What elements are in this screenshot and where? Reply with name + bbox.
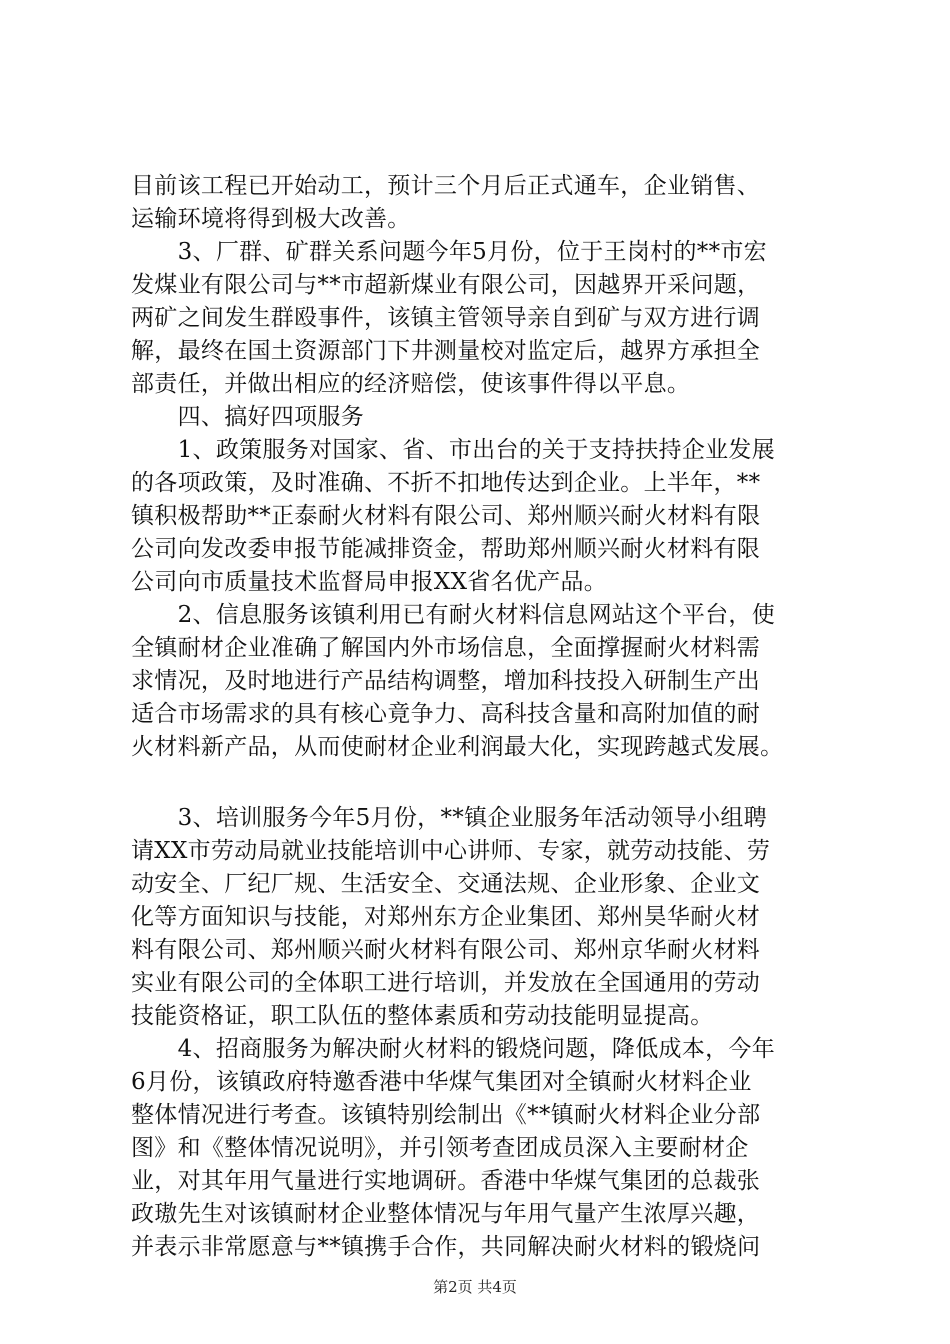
text-line: 镇积极帮助**正泰耐火材料有限公司、郑州顺兴耐火材料有限: [131, 503, 761, 529]
text-line: 3、培训服务今年5月份，**镇企业服务年活动领导小组聘: [131, 805, 767, 831]
text-line: 图》和《整体情况说明》，并引领考查团成员深入主要耐材企: [131, 1135, 749, 1161]
text-line: 技能资格证，职工队伍的整体素质和劳动技能明显提高。: [131, 1003, 714, 1029]
text-line: 请XX市劳动局就业技能培训中心讲师、专家，就劳动技能、劳: [131, 838, 771, 864]
text-line: 实业有限公司的全体职工进行培训，并发放在全国通用的劳动: [131, 970, 761, 996]
text-line: 的各项政策，及时准确、不折不扣地传达到企业。上半年，**: [131, 470, 761, 496]
text-line: 6月份，该镇政府特邀香港中华煤气集团对全镇耐火材料企业: [131, 1069, 752, 1095]
text-line: 化等方面知识与技能，对郑州东方企业集团、郑州昊华耐火材: [131, 904, 761, 930]
text-line: 3、厂群、矿群关系问题今年5月份，位于王岗村的**市宏: [131, 239, 767, 265]
text-line: 动安全、厂纪厂规、生活安全、交通法规、企业形象、企业文: [131, 871, 761, 897]
text-line: 政璈先生对该镇耐材企业整体情况与年用气量产生浓厚兴趣，: [131, 1201, 761, 1227]
text-line: 全镇耐材企业准确了解国内外市场信息，全面撑握耐火材料需: [131, 635, 761, 661]
text-line: 整体情况进行考查。该镇特别绘制出《**镇耐火材料企业分部: [131, 1102, 761, 1128]
text-line: 适合市场需求的具有核心竟争力、高科技含量和高附加值的耐: [131, 701, 761, 727]
text-line: 业，对其年用气量进行实地调研。香港中华煤气集团的总裁张: [131, 1168, 761, 1194]
text-line: 部责任，并做出相应的经济赔偿，使该事件得以平息。: [131, 371, 691, 397]
text-line: 求情况，及时地进行产品结构调整，增加科技投入研制生产出: [131, 668, 761, 694]
text-line: 解，最终在国土资源部门下井测量校对监定后，越界方承担全: [131, 338, 761, 364]
text-line: 发煤业有限公司与**市超新煤业有限公司，因越界开采问题，: [131, 272, 761, 298]
document-body: [131, 170, 831, 1264]
text-line: 4、招商服务为解决耐火材料的锻烧问题，降低成本，今年: [131, 1036, 776, 1062]
text-line: 料有限公司、郑州顺兴耐火材料有限公司、郑州京华耐火材料: [131, 937, 761, 963]
text-line: 公司向发改委申报节能减排资金，帮助郑州顺兴耐火材料有限: [131, 536, 761, 562]
page-footer: [0, 1277, 950, 1297]
text-line: 2、信息服务该镇利用已有耐火材料信息网站这个平台，使: [131, 602, 776, 628]
text-line: 火材料新产品，从而使耐材企业利润最大化，实现跨越式发展。: [131, 734, 784, 760]
text-line: 运输环境将得到极大改善。: [131, 206, 411, 232]
text-line: 并表示非常愿意与**镇携手合作，共同解决耐火材料的锻烧问: [131, 1234, 761, 1260]
section-heading: 四、搞好四项服务: [131, 404, 364, 430]
text-line: 目前该工程已开始动工，预计三个月后正式通车，企业销售、: [131, 173, 761, 199]
text-line: 1、政策服务对国家、省、市出台的关于支持扶持企业发展: [131, 437, 776, 463]
page-number: 第2页 共4页: [433, 1278, 517, 1296]
text-line: 公司向市质量技术监督局申报XX省名优产品。: [131, 569, 608, 595]
text-line: 两矿之间发生群殴事件，该镇主管领导亲自到矿与双方进行调: [131, 305, 761, 331]
paragraph-gap: [131, 764, 831, 802]
